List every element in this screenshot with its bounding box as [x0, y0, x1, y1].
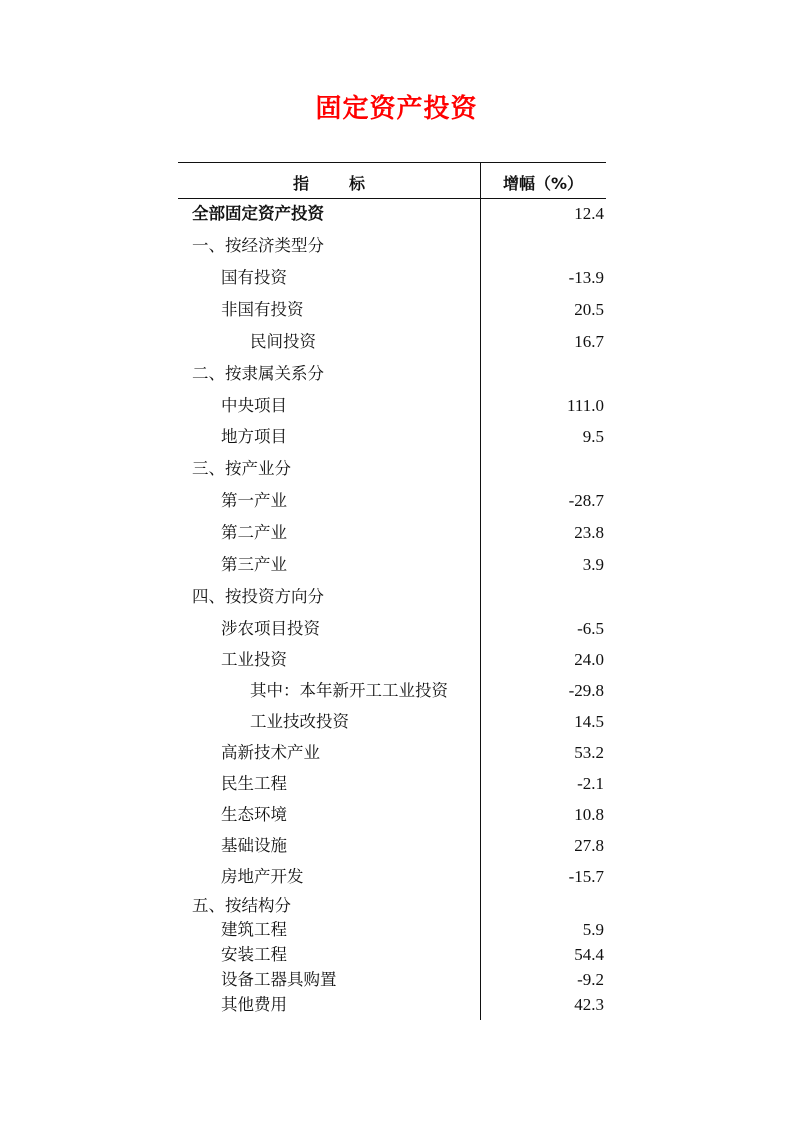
row-value: 12.4: [574, 204, 604, 223]
row-label: 涉农项目投资: [221, 619, 320, 638]
row-label: 高新技术产业: [221, 743, 320, 762]
row-value: -13.9: [568, 268, 604, 287]
row-value: 5.9: [582, 920, 604, 939]
page-title: 固定资产投资: [315, 94, 478, 124]
row-value: -9.2: [577, 970, 604, 989]
table-row: [178, 585, 606, 609]
row-value: -6.5: [577, 619, 604, 638]
table-row: [178, 489, 606, 513]
row-label: 房地产开发: [221, 867, 304, 886]
table-row: [178, 425, 606, 449]
row-value: 24.0: [574, 650, 604, 669]
row-label: 工业技改投资: [250, 712, 349, 731]
table-row: [178, 772, 606, 796]
row-label: 一、按经济类型分: [192, 236, 324, 255]
row-label: 设备工器具购置: [221, 970, 337, 989]
row-value: 9.5: [582, 427, 604, 446]
table-row: [178, 330, 606, 354]
row-value: 14.5: [574, 712, 604, 731]
table-row: [178, 457, 606, 481]
row-label: 五、按结构分: [192, 896, 291, 915]
table-row: [178, 298, 606, 322]
row-label: 民生工程: [221, 774, 287, 793]
row-value: -28.7: [568, 491, 604, 510]
row-value: -2.1: [577, 774, 604, 793]
row-label: 非国有投资: [221, 300, 304, 319]
table-row: [178, 710, 606, 734]
row-value: 16.7: [574, 332, 604, 351]
row-label: 建筑工程: [221, 920, 287, 939]
row-label: 第一产业: [221, 491, 287, 510]
row-label: 第三产业: [221, 555, 287, 574]
row-label: 第二产业: [221, 523, 287, 542]
table-row: [178, 362, 606, 386]
row-value: -15.7: [568, 867, 604, 886]
table-header: [178, 162, 606, 199]
header-growth-rate: 增幅（%）: [502, 174, 584, 193]
row-label: 基础设施: [221, 836, 287, 855]
table-row: [178, 234, 606, 258]
row-value: 23.8: [574, 523, 604, 542]
table-row: [178, 394, 606, 418]
row-label: 四、按投资方向分: [192, 587, 324, 606]
row-value: 111.0: [567, 396, 604, 415]
row-label: 民间投资: [250, 332, 316, 351]
row-value: 3.9: [582, 555, 604, 574]
row-label: 生态环境: [221, 805, 287, 824]
table-row: [178, 803, 606, 827]
table-row: [178, 834, 606, 858]
row-value: -29.8: [568, 681, 604, 700]
table-row: [178, 918, 606, 942]
table-row: [178, 553, 606, 577]
row-label: 其他费用: [221, 995, 287, 1014]
table-row: [178, 968, 606, 992]
table-row: [178, 648, 606, 672]
header-indicator: 指标: [292, 174, 405, 193]
row-value: 42.3: [574, 995, 604, 1014]
table-row: [178, 894, 606, 918]
row-label: 中央项目: [221, 396, 287, 415]
row-label: 地方项目: [221, 427, 287, 446]
table-row: [178, 521, 606, 545]
row-label: 国有投资: [221, 268, 287, 287]
table-row: [178, 617, 606, 641]
table-row: [178, 943, 606, 967]
row-value: 10.8: [574, 805, 604, 824]
row-label: 三、按产业分: [192, 459, 291, 478]
row-label: 二、按隶属关系分: [192, 364, 324, 383]
row-value: 27.8: [574, 836, 604, 855]
table-row: [178, 993, 606, 1017]
table-row: [178, 266, 606, 290]
row-label: 全部固定资产投资: [192, 204, 324, 223]
table-row: [178, 202, 606, 226]
row-label: 工业投资: [221, 650, 287, 669]
table-row: [178, 741, 606, 765]
row-label: 安装工程: [221, 945, 287, 964]
row-label: 其中：本年新开工工业投资: [250, 681, 448, 700]
row-value: 53.2: [574, 743, 604, 762]
row-value: 20.5: [574, 300, 604, 319]
table-row: [178, 679, 606, 703]
row-value: 54.4: [574, 945, 604, 964]
table-row: [178, 865, 606, 889]
